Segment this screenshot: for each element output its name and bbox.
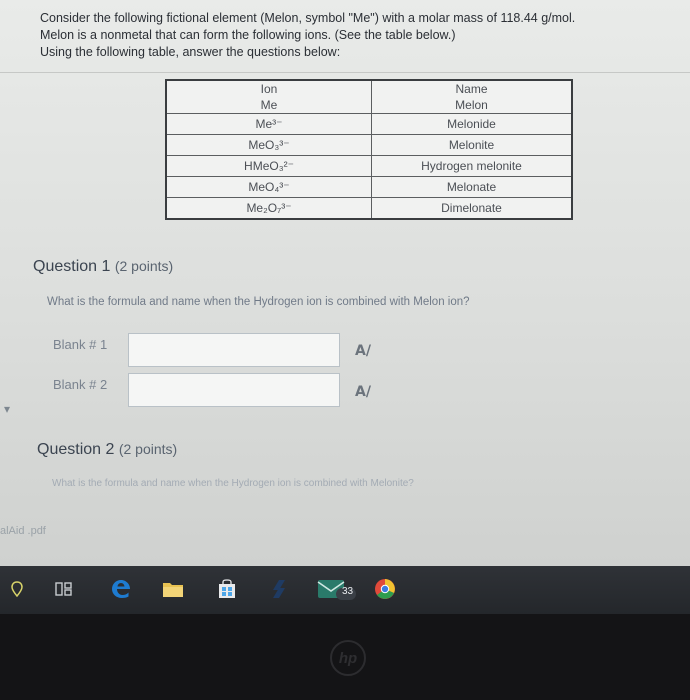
store-icon[interactable] bbox=[214, 576, 240, 602]
table-cell-ion: Me₂O₇³⁻ bbox=[166, 198, 372, 220]
mail-badge: 33 bbox=[342, 586, 354, 597]
table-header-name: Name bbox=[455, 82, 488, 96]
table-cell bbox=[166, 80, 372, 114]
hp-logo: hp bbox=[330, 640, 366, 676]
question-1-label: Question 1 bbox=[33, 258, 111, 275]
table-row bbox=[166, 198, 572, 220]
table-header-ion: Ion bbox=[260, 82, 278, 96]
table-row bbox=[166, 135, 572, 156]
blank-1-label: Blank # 1 bbox=[53, 337, 108, 352]
file-name: alAid .pdf bbox=[0, 525, 46, 537]
table-cell-name: Hydrogen melonite bbox=[372, 156, 573, 177]
intro-line-2: Melon is a nonmetal that can form the following ions. (See the table below.) bbox=[40, 28, 456, 42]
question-2-title bbox=[37, 441, 177, 459]
intro-line-3: Using the following table, answer the questions below: bbox=[40, 45, 341, 59]
mail-icon[interactable] bbox=[316, 576, 358, 602]
edge-icon[interactable] bbox=[108, 576, 134, 602]
ions-table bbox=[165, 79, 573, 220]
table-cell-name: Melonide bbox=[372, 114, 573, 135]
task-view-icon[interactable] bbox=[52, 576, 76, 602]
spell-check-icon[interactable]: A/ bbox=[355, 343, 371, 359]
table-cell-name: Melon bbox=[455, 98, 488, 112]
question-1-title bbox=[33, 258, 173, 276]
table-cell-ion: MeO₃³⁻ bbox=[166, 135, 372, 156]
table-cell-name: Melonite bbox=[372, 135, 573, 156]
question-2-text: What is the formula and name when the Hydrogen ion is combined with Melonite? bbox=[52, 478, 414, 489]
blank-2-label: Blank # 2 bbox=[53, 377, 108, 392]
divider bbox=[0, 72, 690, 73]
blank-2-input[interactable] bbox=[128, 373, 340, 407]
pin-icon[interactable] bbox=[6, 576, 28, 602]
table-cell-ion: Me bbox=[260, 98, 278, 112]
file-explorer-icon[interactable] bbox=[160, 576, 186, 602]
collapse-arrow-icon[interactable]: ▾ bbox=[4, 402, 11, 416]
download-file-chip[interactable] bbox=[0, 525, 46, 537]
money-icon[interactable] bbox=[266, 576, 292, 602]
table-row bbox=[166, 156, 572, 177]
table-row bbox=[166, 114, 572, 135]
taskbar bbox=[0, 566, 690, 614]
blank-1-input[interactable] bbox=[128, 333, 340, 367]
table-cell-name: Dimelonate bbox=[372, 198, 573, 220]
table-row bbox=[166, 80, 572, 114]
table-cell bbox=[372, 80, 573, 114]
table-row bbox=[166, 177, 572, 198]
table-cell-ion: HMeO₃²⁻ bbox=[166, 156, 372, 177]
table-cell-ion: MeO₄³⁻ bbox=[166, 177, 372, 198]
question-intro bbox=[40, 10, 660, 61]
intro-line-1: Consider the following fictional element (Melon, symbol "Me") with a molar mass of 118.44 g/mol. bbox=[40, 11, 576, 25]
chrome-icon[interactable] bbox=[372, 576, 398, 602]
question-2-label: Question 2 bbox=[37, 441, 115, 458]
question-1-text: What is the formula and name when the Hydrogen ion is combined with Melon ion? bbox=[47, 296, 470, 308]
question-2-points: (2 points) bbox=[118, 441, 178, 457]
spell-check-icon[interactable]: A/ bbox=[355, 384, 371, 400]
table-cell-ion: Me³⁻ bbox=[166, 114, 372, 135]
table-cell-name: Melonate bbox=[372, 177, 573, 198]
question-1-points: (2 points) bbox=[114, 258, 174, 274]
